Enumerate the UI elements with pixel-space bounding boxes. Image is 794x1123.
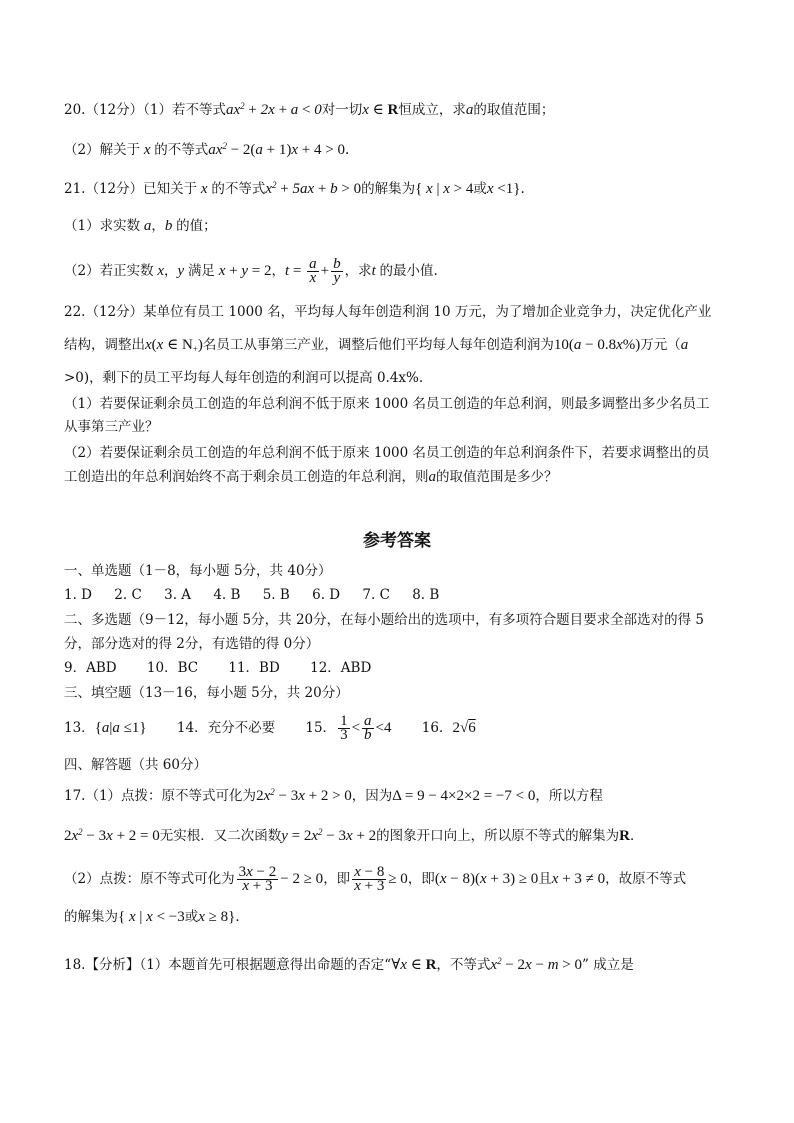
q22-line-1: 22.（12分）某单位有员工 1000 名，平均每人每年创造利润 10 万元，为了增加企业竞争力，决定优化产业 [64, 304, 712, 320]
section-solutions: 四、解答题（共 60分） [64, 757, 207, 773]
math-inequality: $ax^2 + 2x + a < 0$ [226, 101, 322, 118]
single-choice-answers: 1. D 2. C 3. A 4. B 5. B 6. D 7. C 8. B [64, 587, 440, 603]
math-fraction-expression: t = $\frac{a}{x}$ + $\frac{b}{y}$ [284, 256, 341, 286]
math-inequality: $x^2 + 5ax + b > 0$ [265, 180, 362, 197]
section-multi-choice-2: 分，部分选对的得 2分，有选错的得 0分） [64, 636, 320, 652]
math-inequality: $ax^2 - 2(a + 1)x + 4 > 0$ [208, 141, 345, 158]
q21-line-1: 21.（12分）已知关于 x 的不等式$x^2 + 5ax + b > 0$的解集为{ x | x > 4或x <1}. [64, 180, 525, 197]
q20-line-1: 20.（12分）（1）若不等式$ax^2 + 2x + a < 0$对一切x ∈ R恒成立，求a的取值范围； [64, 101, 555, 118]
q21-line-3: （2）若正实数 x，y 满足 x + y = 2，t = $\frac{a}{x}$ + $\frac{b}{y}$ ，求t 的最小值. [64, 256, 438, 286]
q22-line-7: 工创造出的年总利润始终不高于剩余员工创造的年总利润，则a的取值范围是多少？ [64, 469, 558, 485]
section-multi-choice-1: 二、多选题（9－12，每小题 5分，共 20分，在每小题给出的选项中，有多项符合题目要求全部选对的得 5 [64, 612, 704, 628]
section-single-choice: 一、单选题（1－8，每小题 5分，共 40分） [64, 563, 332, 579]
q22-line-3: >0)，剩下的员工平均每人每年创造的利润可以提高 0.4x%. [64, 370, 424, 386]
q22-line-6: （2）若要保证剩余员工创造的年总利润不低于原来 1000 名员工创造的年总利润条件下，若要求调整出的员 [64, 445, 710, 461]
answers-title: 参考答案 [363, 531, 431, 551]
q17-line-1: 17.（1）点拨：原不等式可化为$2x^2 - 3x + 2 > 0$，因为Δ = 9 − 4×2×2 = −7 < 0，所以方程 [64, 787, 603, 804]
q22-line-5: 从事第三产业？ [64, 419, 159, 435]
q17-line-3: （2）点拨：原不等式可化为 $\frac{3x - 2}{x + 3}$ − 2 ≥ 0，即 $\frac{x - 8}{x + 3}$ ≥ 0，即(x − 8)(x + 3) ≥ 0且x + 3 ≠ 0，故原不等式 [64, 864, 687, 894]
q21-line-2: （1）求实数 a，b 的值； [64, 218, 217, 234]
section-fill-blank: 三、填空题（13－16，每小题 5分，共 20分） [64, 685, 349, 701]
fill-blank-answers: 13．{a|a ≤1} 14．充分不必要 15． $\frac{1}{3}$ < $\frac{a}{b}$ <4 16．2√6 [64, 713, 476, 743]
multi-choice-answers: 9．ABD 10．BC 11．BD 12．ABD [64, 660, 372, 676]
q20-line-2: （2）解关于 x 的不等式$ax^2 - 2(a + 1)x + 4 > 0$. [64, 141, 350, 158]
q22-line-4: （1）若要保证剩余员工创造的年总利润不低于原来 1000 名员工创造的年总利润，则最多调整出多少名员工 [64, 396, 710, 412]
math-set: { x | x > 4或x <1} [415, 181, 521, 197]
q17-line-4: 的解集为{ x | x < −3或x ≥ 8}． [64, 909, 249, 925]
q22-line-2: 结构，调整出x(x ∈ $N_+$)名员工从事第三产业，调整后他们平均每人每年创造利润为10(a − 0.8x%)万元（a [64, 337, 689, 354]
q18-line-1: 18.【分析】（1）本题首先可根据题意得出命题的否定“∀x ∈ R，不等式$x^2 - 2x - m > 0$” 成立是 [64, 956, 634, 973]
q17-line-2: $2x^2 - 3x + 2 = 0$无实根．又二次函数$y = 2x^2 - 3x + 2$的图象开口向上，所以原不等式的解集为R． [64, 827, 644, 844]
